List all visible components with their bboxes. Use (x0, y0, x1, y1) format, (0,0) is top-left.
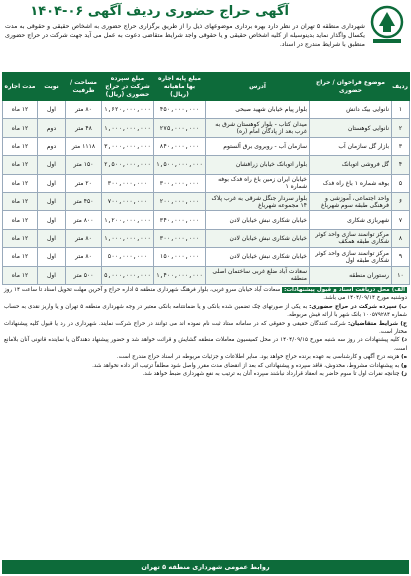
table-cell-deposit: ۱,۰۰۰,۰۰۰,۰۰۰ (102, 229, 154, 247)
condition-label: ز) (401, 371, 407, 378)
condition-text: شرکت کنندگان حقیقی و حقوقی که در سامانه ستاد ثبت نام نموده اند می توانند در حراج شرکت نمایند. شهرداری در رد یا قبول کلیه پیشنهادات مختار است. (4, 320, 407, 336)
table-cell-subject: نانوایی کوهستان (310, 119, 392, 137)
table-cell-no: ۳ (392, 137, 410, 155)
table-cell-subject: بوفه شماره ۱ باغ راه فدک (310, 174, 392, 192)
table-cell-area: ۸۰ متر (66, 248, 102, 266)
table-cell-term: ۱۲ ماه (3, 248, 38, 266)
table-cell-subject: واحد اجتماعی، آموزشی و فرهنگی طبقه سوم شهرباغ (310, 192, 392, 210)
table-cell-term: ۱۲ ماه (3, 211, 38, 229)
table-cell-deposit: ۱,۰۰۰,۰۰۰,۰۰۰ (102, 119, 154, 137)
condition-label: و) (400, 362, 407, 369)
table-cell-round: دوم (38, 137, 66, 155)
table-row (3, 137, 410, 155)
table-row (3, 192, 410, 210)
table-cell-term: ۱۲ ماه (3, 192, 38, 210)
table-cell-round: اول (38, 229, 66, 247)
table-cell-round: اول (38, 192, 66, 210)
table-cell-round: اول (38, 211, 66, 229)
condition-item (4, 320, 407, 337)
table-cell-round: اول (38, 248, 66, 266)
condition-label: د) (401, 337, 407, 344)
condition-text: به پیشنهادات مشروط، مخدوش، فاقد سپرده و پیشنهاداتی که بعد از انقضای مدت مقرر واصل شود مطلقاً ترتیب اثر داده نخواهد شد. (92, 362, 400, 369)
condition-text: سعادت آباد خیابان سرو غربی، بلوار فرهنگ شهرداری منطقه ۵ اداره حراج و آخرین مهلت تحویل اسناد تا ساعت ۱۴ روز دوشنبه مورخ ۱۴۰۴/۰۹/۱۴ می باشد. (4, 287, 407, 302)
condition-text: هزینه درج آگهی و کارشناسی به عهده برنده حراج خواهد بود. سایر اطلاعات و جزئیات مربوطه در اسناد حراج مندرج است. (116, 354, 400, 361)
table-cell-subject: شهربازی شکاری (310, 211, 392, 229)
condition-item (4, 286, 407, 303)
table-cell-area: ۲۰ متر (66, 174, 102, 192)
column-header: مبلغ سپرده شرکت در حراج حضوری (ریال) (102, 73, 154, 101)
table-cell-subject: نانوایی بیک دانش (310, 101, 392, 119)
table-cell-rent: ۳۴۰,۰۰۰,۰۰۰ (154, 211, 206, 229)
table-cell-address: میدان کتاب - بلوار کوهستان شرق به غرب بعد از پادگان امام (ره) (206, 119, 310, 137)
column-header: نوبت (38, 73, 66, 101)
condition-item (4, 362, 407, 370)
table-row (3, 248, 410, 266)
table-cell-no: ۱ (392, 101, 410, 119)
column-header: مدت اجاره (3, 73, 38, 101)
conditions-section (4, 286, 407, 378)
advertisement-page (2, 2, 409, 574)
table-cell-term: ۱۲ ماه (3, 137, 38, 155)
table-cell-address: خیابان شکاری نبش خیابان لادن (206, 248, 310, 266)
page-title: آگهی حراج حضوری ردیف آگهی ۰۶-۱۴۰۴ (30, 4, 289, 19)
auction-table (2, 72, 410, 285)
condition-label: ب) سپرده شرکت در حراج حضوری: (309, 303, 407, 310)
table-cell-no: ۴ (392, 156, 410, 174)
table-cell-round: اول (38, 266, 66, 284)
header (2, 2, 409, 70)
table-cell-deposit: ۱,۲۰۰,۰۰۰,۰۰۰ (102, 211, 154, 229)
table-cell-deposit: ۷۰۰,۰۰۰,۰۰۰ (102, 192, 154, 210)
table-cell-term: ۱۲ ماه (3, 119, 38, 137)
table-cell-no: ۸ (392, 229, 410, 247)
table-cell-rent: ۲۰۰,۰۰۰,۰۰۰ (154, 192, 206, 210)
table-row (3, 174, 410, 192)
table-cell-deposit: ۱,۶۲۰,۰۰۰,۰۰۰ (102, 101, 154, 119)
column-header: ردیف (392, 73, 410, 101)
table-row (3, 211, 410, 229)
condition-text: کلیه پیشنهادات در روز سه شنبه مورخ ۱۴۰۴/۰۹/۱۵ در محل کمیسیون معاملات منطقه گشایش و قرائت خواهد شد و حضور پیشنهاد دهندگان یا نماینده قانونی آنان بلامانع است. (4, 337, 407, 352)
table-row (3, 119, 410, 137)
table-cell-term: ۱۲ ماه (3, 266, 38, 284)
table-cell-address: سازمان آب - روبروی برق آلستوم (206, 137, 310, 155)
condition-item (4, 336, 407, 353)
table-row (3, 229, 410, 247)
condition-item (4, 353, 407, 361)
condition-label: ج) شرایط متقاضیان: (347, 320, 407, 327)
table-row (3, 266, 410, 284)
table-cell-no: ۲ (392, 119, 410, 137)
table-cell-no: ۱۰ (392, 266, 410, 284)
table-cell-rent: ۳۰۰,۰۰۰,۰۰۰ (154, 229, 206, 247)
condition-item (4, 370, 407, 378)
table-cell-rent: ۱۵۰,۰۰۰,۰۰۰ (154, 248, 206, 266)
column-header: مساحت / ظرفیت (66, 73, 102, 101)
table-cell-address: خیابان ایران زمین باغ راه فدک بوفه شماره ۱ (206, 174, 310, 192)
table-cell-rent: ۸۴۰,۰۰۰,۰۰۰ (154, 137, 206, 155)
table-row (3, 156, 410, 174)
table-cell-subject: مرکز توانمند سازی واحد کوثر شکاری طبقه همکف (310, 229, 392, 247)
condition-item (4, 303, 407, 320)
table-cell-subject: بازار گل سازمان آب (310, 137, 392, 155)
condition-text: چنانچه نفرات اول تا سوم حاضر به انعقاد قرارداد نباشند سپرده آنان به ترتیب به نفع شهرداری ضبط خواهد شد. (142, 371, 400, 378)
condition-text: به یکی از صورتهای چک تضمین شده بانکی و یا ضمانتنامه بانکی معتبر در وجه شهرداری منطقه ۵ تهران و یا واریز نقدی به حساب شماره ۱۰۰۵۷۹۲۸۴ بانک شهر با ارائه فیش مربوطه. (4, 303, 407, 319)
table-cell-rent: ۱,۴۰۰,۰۰۰,۰۰۰ (154, 266, 206, 284)
table-cell-area: ۸۰ متر (66, 101, 102, 119)
intro-text: شهرداری منطقه ۵ تهران در نظر دارد بهره برداری موضوعهای ذیل را از طریق برگزاری حراج حضوری به اشخاص حقیقی و حقوقی به مدت یکسال واگذار نماید بدینوسیله از کلیه اشخاص حقیقی و یا حقوقی واجد شرایط متقاضی دعوت به عمل می آید جهت شرکت در حراج حضوری منطبق با شرایط مندرج در اسناد. (5, 23, 365, 48)
table-cell-no: ۶ (392, 192, 410, 210)
table-cell-subject: مرکز توانمند سازی واحد کوثر شکاری طبقه اول (310, 248, 392, 266)
table-cell-term: ۱۲ ماه (3, 156, 38, 174)
table-cell-no: ۵ (392, 174, 410, 192)
table-cell-address: خیابان شکاری نبش خیابان لادن (206, 211, 310, 229)
table-cell-no: ۷ (392, 211, 410, 229)
table-cell-term: ۱۲ ماه (3, 229, 38, 247)
table-cell-area: ۸۰۰ متر (66, 211, 102, 229)
municipality-logo-icon (367, 4, 407, 46)
table-cell-address: بلوار پیام خیابان شهید صبحی (206, 101, 310, 119)
table-cell-deposit: ۲,۵۰۰,۰۰۰,۰۰۰ (102, 156, 154, 174)
table-cell-area: ۵۰۰ متر (66, 266, 102, 284)
table-body (3, 101, 410, 285)
table-cell-round: دوم (38, 119, 66, 137)
table-header-row (3, 73, 410, 101)
table-cell-address: بلوار سردار جنگل شرقی به غرب پلاک ۱۴ مجموعه شهرباغ (206, 192, 310, 210)
table-cell-term: ۱۲ ماه (3, 174, 38, 192)
column-header: موضوع فراخوان / حراج حضوری (310, 73, 392, 101)
table-cell-rent: ۳۰۰,۰۰۰,۰۰۰ (154, 174, 206, 192)
table-cell-deposit: ۵۰۰,۰۰۰,۰۰۰ (102, 248, 154, 266)
table-cell-rent: ۱,۵۰۰,۰۰۰,۰۰۰ (154, 156, 206, 174)
table-cell-rent: ۴۵۰,۰۰۰,۰۰۰ (154, 101, 206, 119)
table-cell-area: ۱۵۰ متر (66, 156, 102, 174)
footer: روابط عمومی شهرداری منطقه ۵ تهران (2, 560, 409, 574)
table-row (3, 101, 410, 119)
table-cell-rent: ۲۷۵,۰۰۰,۰۰۰ (154, 119, 206, 137)
column-header: مبلغ پایه اجاره بها ماهیانه (ریال) (154, 73, 206, 101)
table-cell-deposit: ۵,۰۰۰,۰۰۰,۰۰۰ (102, 266, 154, 284)
table-cell-subject: گل فروشی اتوبانک (310, 156, 392, 174)
table-cell-area: ۴۵۰ متر (66, 192, 102, 210)
table-cell-round: اول (38, 101, 66, 119)
table-cell-deposit: ۳۰۰,۰۰۰,۰۰۰ (102, 174, 154, 192)
table-cell-address: سعادت آباد ضلع غربی ساختمان اصلی منطقه (206, 266, 310, 284)
table-cell-area: ۴۸ متر (66, 119, 102, 137)
table-cell-area: ۸۰ متر (66, 229, 102, 247)
table-cell-round: اول (38, 174, 66, 192)
table-cell-term: ۱۲ ماه (3, 101, 38, 119)
table-cell-deposit: ۳,۰۰۰,۰۰۰,۰۰۰ (102, 137, 154, 155)
condition-label: الف) محل دریافت اسناد و قبول پیشنهادات: (284, 287, 406, 293)
column-header: آدرس (206, 73, 310, 101)
table-cell-area: ۱۱۱۸ متر (66, 137, 102, 155)
table-cell-no: ۹ (392, 248, 410, 266)
condition-label: ه) (401, 354, 407, 361)
table-cell-round: اول (38, 156, 66, 174)
table-cell-address: بلوار اتوبانک خیابان زرافشان (206, 156, 310, 174)
table-cell-subject: رستوران منطقه (310, 266, 392, 284)
table-cell-address: خیابان شکاری نبش خیابان لادن (206, 229, 310, 247)
